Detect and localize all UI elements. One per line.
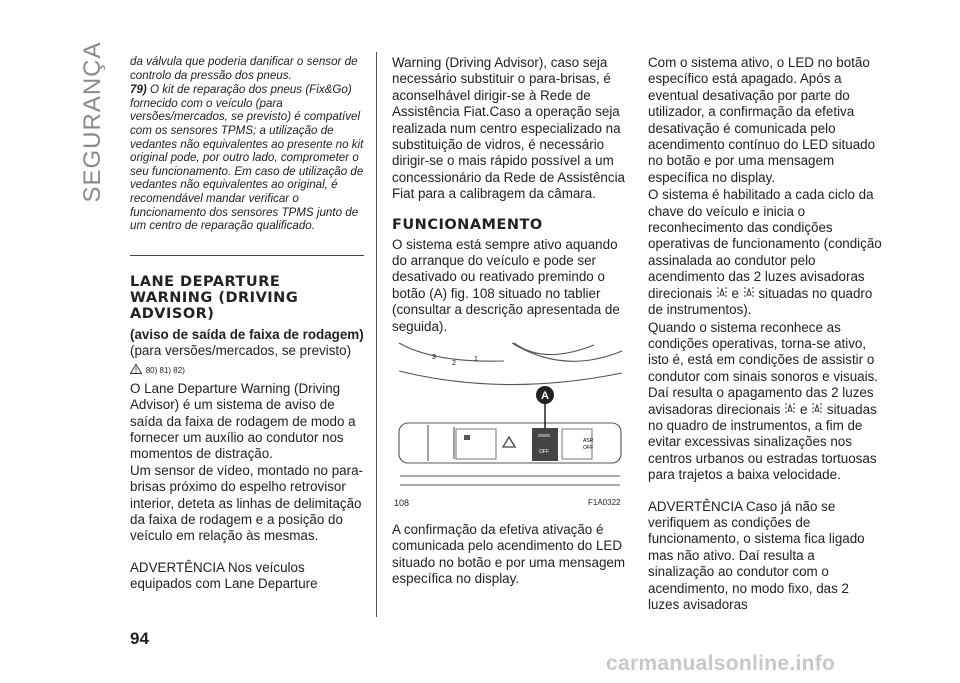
hazard-button (456, 429, 496, 459)
footer-watermark: carmanualsonline.info (606, 652, 836, 675)
figure-code: F1A0322 (588, 498, 621, 507)
paragraph-4: ADVERTÊNCIA Caso já não se verifiquem as condições de funcionamento, o sistema fica ligado mas não ativo. Daí resulta a sinalização ao condutor com o acendimento, no modo fixo, das 2 luzes avisadoras (648, 498, 865, 612)
section-title-vertical (78, 41, 108, 203)
column-1 (130, 274, 364, 593)
paragraph-3: A confirmação da efetiva ativação é comunicada pelo acendimento do LED situado no botão e por uma mensagem específica no display. (392, 522, 625, 587)
lane-right-icon (743, 286, 755, 300)
column-2 (392, 55, 630, 335)
dial-label-2: 2 (452, 360, 456, 367)
column-2-bottom (392, 522, 630, 588)
refs-line (130, 361, 364, 379)
paragraph-3-part-b: situadas no quadro de instrumentos, a fim de evitar excessivas sinalizações nos centros urbanos ou estradas tortuosas para trajetos a baixa velocidade. (648, 401, 877, 483)
paragraph-2-part-b: situadas no quadro de instrumentos). (648, 285, 873, 318)
button-off-label: OFF (539, 449, 549, 455)
dashboard-illustration (394, 341, 626, 499)
note-continuation: da válvula que poderia danificar o sensor de controlo da pressão dos pneus. (130, 55, 358, 82)
paragraph-3 (648, 320, 882, 484)
dial-label-3: 3 (432, 354, 436, 361)
paragraph-2-connector: e (731, 285, 739, 301)
paragraph-1: Warning (Driving Advisor), caso seja necessário substituir o para-brisas, é aconselhável dirigir-se à Rede de Assistência Fiat.Caso a operação seja realizada num centro especializado na substituição de vidros, é necessário dirigir-se o mais rápido possível a um concessionário da Rede de Assistência Fiat para a calibragem da câmara. (392, 55, 625, 202)
callout-label-a: A (541, 390, 549, 402)
section-heading-ldw: LANE DEPARTURE WARNING (DRIVING ADVISOR) (130, 274, 299, 322)
paragraph-2-part-a: O sistema é habilitado a cada ciclo da chave do veículo e inicia o reconhecimento das condições operativas de funcionamento (condição assinalada ao condutor pelo acendimento das 2 luzes avisadoras direcionais (648, 187, 882, 301)
section-subheading: (aviso de saída de faixa de rodagem) (130, 327, 364, 342)
dial-label-1: 1 (474, 356, 478, 363)
note-79-label: 79) (130, 83, 147, 97)
section-title-text: SEGURANÇA (79, 41, 106, 203)
note-79-text: O kit de reparação dos pneus (Fix&Go) fornecido com o veículo (para versões/mercados, se previsto) é compatível com os sensores TPMS; a utilização de vedantes não equivalentes ao presente no kit original pode, por outro lado, comprometer o seu funcionamento. Em caso de utilização de vedantes não equivalentes ao original, é recomendável mandar verificar o funcionamento dos sensores TPMS junto de um centro de reparação qualificado. (130, 83, 364, 233)
lane-left-icon (716, 286, 728, 300)
paragraph-2: Um sensor de vídeo, montado no para-brisas próximo do espelho retrovisor interior, deteta as linhas de delimitação da faixa de rodagem e a posição do veículo em relação às mesmas. (130, 462, 363, 544)
page-number: 94 (130, 629, 149, 648)
versions-note: (para versões/mercados, se previsto) (130, 343, 352, 358)
section-heading-funcionamento: FUNCIONAMENTO (392, 216, 543, 233)
warning-notes-box (130, 55, 364, 256)
figure-number: 108 (394, 498, 410, 508)
lane-right-icon (811, 402, 823, 416)
paragraph-1: Com o sistema ativo, o LED no botão específico está apagado. Após a eventual desativação por parte do utilizador, a confirmação da efetiva desativação é comunicada pelo acendimento contínuo do LED situado no botão e por uma mensagem específica no display. (648, 55, 876, 185)
paragraph-3: ADVERTÊNCIA Nos veículos equipados com Lane Departure (130, 559, 318, 592)
asr-off-label: OFF (583, 445, 593, 451)
column-3 (648, 55, 882, 613)
column-divider (376, 52, 377, 617)
paragraph-2: O sistema está sempre ativo aquando do arranque do veículo e pode ser desativado ou reativado premindo o botão (A) fig. 108 situado no tablier (consultar a descrição apresentada de seguida). (392, 236, 620, 334)
figure-108 (394, 341, 626, 511)
hazard-triangle-icon (503, 437, 515, 447)
refs-numbers: 80) 81) 82) (145, 366, 185, 376)
paragraph-3-part-a: Quando o sistema reconhece as condições operativas, torna-se ativo, isto é, está em condições de assistir o condutor com sinais sonoros e visuais. Daí resulta o apagamento das 2 luzes avisadoras direcionais (648, 319, 878, 417)
paragraph-1: O Lane Departure Warning (Driving Advisor) é um sistema de aviso de saída da faixa de rodagem de modo a fornecer um auxílio ao condutor nos momentos de distração. (130, 380, 356, 462)
asr-label: ASR (583, 438, 594, 444)
warning-icon (130, 364, 142, 374)
paragraph-3-connector: e (799, 401, 808, 417)
lane-left-icon (784, 402, 796, 416)
paragraph-2 (648, 187, 882, 318)
note-79 (130, 83, 364, 233)
lane-departure-button (532, 428, 558, 461)
asr-button (562, 429, 594, 459)
